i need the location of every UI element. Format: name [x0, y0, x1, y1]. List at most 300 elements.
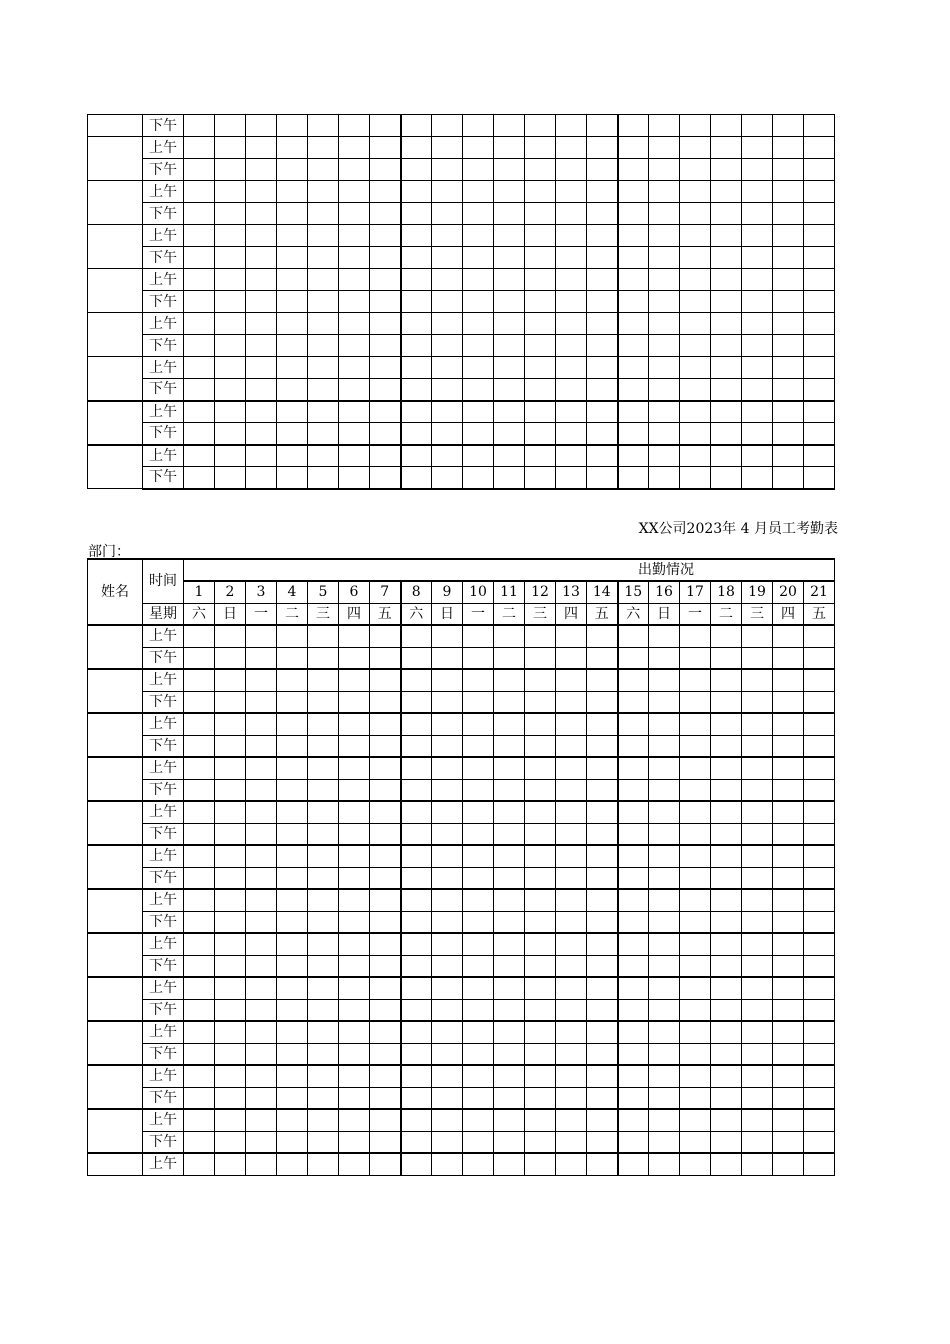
attendance-cell [618, 115, 649, 137]
day-number: 13 [556, 581, 587, 603]
attendance-cell [742, 999, 773, 1021]
attendance-cell [649, 247, 680, 269]
attendance-cell [401, 977, 432, 999]
am-label: 上午 [143, 401, 184, 423]
attendance-cell [618, 335, 649, 357]
attendance-cell [711, 423, 742, 445]
table-row [88, 1087, 835, 1109]
attendance-cell [370, 1131, 401, 1153]
attendance-cell [649, 999, 680, 1021]
weekday: 四 [556, 603, 587, 625]
attendance-cell [587, 647, 618, 669]
attendance-cell [587, 1021, 618, 1043]
attendance-cell [339, 357, 370, 379]
am-label: 上午 [143, 757, 184, 779]
attendance-cell [742, 823, 773, 845]
attendance-cell [401, 867, 432, 889]
attendance-cell [432, 401, 463, 423]
attendance-cell [370, 625, 401, 647]
attendance-cell [711, 335, 742, 357]
table-row [88, 669, 835, 691]
time-header: 时间 [143, 559, 184, 603]
employee-name-cell [88, 977, 143, 1021]
am-label: 上午 [143, 445, 184, 467]
attendance-cell [184, 889, 215, 911]
attendance-cell [680, 313, 711, 335]
attendance-cell [370, 801, 401, 823]
pm-label: 下午 [143, 999, 184, 1021]
attendance-cell [587, 625, 618, 647]
attendance-cell [525, 625, 556, 647]
attendance-cell [556, 357, 587, 379]
attendance-cell [494, 467, 525, 489]
attendance-cell [308, 845, 339, 867]
attendance-cell [370, 137, 401, 159]
table-row [88, 955, 835, 977]
attendance-cell [556, 713, 587, 735]
attendance-cell [680, 335, 711, 357]
am-label: 上午 [143, 1021, 184, 1043]
attendance-cell [804, 1043, 835, 1065]
attendance-cell [773, 625, 804, 647]
attendance-cell [401, 401, 432, 423]
attendance-cell [308, 713, 339, 735]
weekday: 四 [773, 603, 804, 625]
attendance-cell [432, 779, 463, 801]
attendance-cell [556, 779, 587, 801]
attendance-cell [525, 401, 556, 423]
attendance-cell [618, 625, 649, 647]
attendance-cell [618, 1043, 649, 1065]
attendance-cell [401, 1043, 432, 1065]
attendance-cell [463, 467, 494, 489]
attendance-cell [432, 1021, 463, 1043]
attendance-cell [246, 647, 277, 669]
day-number: 15 [618, 581, 649, 603]
attendance-cell [215, 203, 246, 225]
attendance-cell [184, 691, 215, 713]
attendance-cell [401, 933, 432, 955]
attendance-cell [680, 1131, 711, 1153]
attendance-cell [432, 159, 463, 181]
attendance-cell [804, 845, 835, 867]
attendance-cell [463, 867, 494, 889]
attendance-cell [463, 955, 494, 977]
attendance-cell [215, 999, 246, 1021]
attendance-cell [773, 423, 804, 445]
attendance-cell [556, 1153, 587, 1175]
weekday: 二 [277, 603, 308, 625]
attendance-cell [401, 1087, 432, 1109]
attendance-cell [804, 1131, 835, 1153]
employee-name-cell [88, 269, 143, 313]
attendance-cell [618, 977, 649, 999]
attendance-cell [587, 1153, 618, 1175]
day-number: 18 [711, 581, 742, 603]
attendance-cell [246, 823, 277, 845]
attendance-cell [494, 357, 525, 379]
attendance-cell [525, 647, 556, 669]
attendance-cell [463, 401, 494, 423]
attendance-cell [742, 335, 773, 357]
attendance-cell [804, 203, 835, 225]
attendance-cell [804, 889, 835, 911]
attendance-cell [711, 401, 742, 423]
attendance-cell [277, 977, 308, 999]
attendance-cell [370, 159, 401, 181]
attendance-cell [339, 1065, 370, 1087]
attendance-cell [742, 291, 773, 313]
attendance-cell [401, 735, 432, 757]
attendance-cell [618, 247, 649, 269]
table-row [88, 779, 835, 801]
header-row-days [88, 581, 835, 603]
attendance-cell [804, 247, 835, 269]
day-number: 11 [494, 581, 525, 603]
attendance-cell [463, 225, 494, 247]
attendance-cell [463, 801, 494, 823]
attendance-cell [215, 159, 246, 181]
attendance-cell [277, 313, 308, 335]
attendance-cell [742, 181, 773, 203]
attendance-cell [463, 1153, 494, 1175]
attendance-cell [339, 1153, 370, 1175]
attendance-cell [184, 911, 215, 933]
attendance-cell [339, 225, 370, 247]
attendance-cell [649, 269, 680, 291]
attendance-cell [432, 137, 463, 159]
employee-name-cell [88, 225, 143, 269]
attendance-cell [184, 1021, 215, 1043]
attendance-cell [711, 823, 742, 845]
attendance-cell [587, 423, 618, 445]
attendance-cell [308, 823, 339, 845]
attendance-cell [494, 137, 525, 159]
attendance-cell [556, 313, 587, 335]
attendance-cell [618, 1109, 649, 1131]
attendance-cell [246, 269, 277, 291]
employee-name-cell [88, 625, 143, 669]
attendance-cell [494, 735, 525, 757]
attendance-cell [246, 1109, 277, 1131]
attendance-cell [339, 247, 370, 269]
attendance-cell [277, 247, 308, 269]
attendance-cell [525, 669, 556, 691]
attendance-cell [618, 757, 649, 779]
attendance-cell [463, 845, 494, 867]
table-row [88, 911, 835, 933]
attendance-cell [370, 823, 401, 845]
attendance-cell [184, 933, 215, 955]
table-row [88, 1131, 835, 1153]
attendance-cell [432, 1153, 463, 1175]
attendance-cell [463, 1021, 494, 1043]
attendance-cell [463, 159, 494, 181]
attendance-cell [339, 691, 370, 713]
attendance-cell [680, 445, 711, 467]
attendance-cell [432, 801, 463, 823]
attendance-cell [246, 1021, 277, 1043]
attendance-cell [463, 203, 494, 225]
pm-label: 下午 [143, 1131, 184, 1153]
attendance-cell [184, 423, 215, 445]
attendance-cell [215, 1153, 246, 1175]
attendance-cell [773, 977, 804, 999]
attendance-cell [556, 757, 587, 779]
table-row [88, 115, 835, 137]
attendance-cell [680, 1021, 711, 1043]
attendance-cell [556, 977, 587, 999]
attendance-cell [463, 999, 494, 1021]
attendance-cell [432, 1109, 463, 1131]
attendance-cell [215, 291, 246, 313]
attendance-cell [277, 889, 308, 911]
attendance-cell [556, 1043, 587, 1065]
attendance-cell [432, 379, 463, 401]
attendance-cell [742, 357, 773, 379]
attendance-cell [649, 1087, 680, 1109]
attendance-cell [556, 445, 587, 467]
attendance-cell [370, 379, 401, 401]
attendance-cell [184, 757, 215, 779]
attendance-cell [401, 225, 432, 247]
attendance-cell [463, 669, 494, 691]
attendance-cell [556, 933, 587, 955]
attendance-cell [680, 137, 711, 159]
attendance-cell [618, 203, 649, 225]
attendance-cell [277, 181, 308, 203]
attendance-cell [587, 713, 618, 735]
attendance-cell [184, 977, 215, 999]
attendance-cell [246, 1087, 277, 1109]
attendance-cell [339, 181, 370, 203]
attendance-cell [680, 1065, 711, 1087]
attendance-cell [184, 669, 215, 691]
attendance-cell [432, 867, 463, 889]
attendance-cell [494, 269, 525, 291]
day-number: 19 [742, 581, 773, 603]
attendance-cell [649, 713, 680, 735]
attendance-table-continued [87, 114, 835, 490]
pm-label: 下午 [143, 735, 184, 757]
attendance-cell [184, 203, 215, 225]
attendance-cell [246, 933, 277, 955]
attendance-cell [680, 625, 711, 647]
attendance-cell [339, 735, 370, 757]
attendance-cell [742, 735, 773, 757]
attendance-cell [494, 1153, 525, 1175]
attendance-cell [370, 115, 401, 137]
attendance-cell [773, 669, 804, 691]
attendance-cell [215, 137, 246, 159]
attendance-cell [277, 357, 308, 379]
attendance-cell [432, 115, 463, 137]
attendance-cell [215, 933, 246, 955]
attendance-cell [525, 823, 556, 845]
attendance-cell [432, 357, 463, 379]
attendance-cell [618, 467, 649, 489]
attendance-cell [215, 467, 246, 489]
attendance-cell [432, 423, 463, 445]
attendance-cell [711, 779, 742, 801]
attendance-cell [215, 423, 246, 445]
employee-name-cell [88, 357, 143, 401]
attendance-cell [804, 911, 835, 933]
pm-label: 下午 [143, 115, 184, 137]
attendance-cell [742, 1021, 773, 1043]
attendance-cell [618, 181, 649, 203]
weekday: 三 [308, 603, 339, 625]
am-label: 上午 [143, 269, 184, 291]
attendance-cell [587, 445, 618, 467]
employee-name-cell [88, 1109, 143, 1153]
am-label: 上午 [143, 357, 184, 379]
attendance-cell [711, 445, 742, 467]
attendance-cell [308, 669, 339, 691]
attendance-cell [370, 291, 401, 313]
attendance-cell [773, 159, 804, 181]
attendance-cell [184, 625, 215, 647]
attendance-cell [711, 1065, 742, 1087]
attendance-cell [525, 467, 556, 489]
attendance-cell [680, 291, 711, 313]
attendance-cell [215, 625, 246, 647]
attendance-cell [711, 269, 742, 291]
attendance-cell [587, 1043, 618, 1065]
attendance-cell [308, 115, 339, 137]
attendance-cell [618, 845, 649, 867]
attendance-cell [370, 445, 401, 467]
attendance-cell [370, 203, 401, 225]
attendance-cell [711, 181, 742, 203]
attendance-cell [432, 181, 463, 203]
attendance-cell [587, 669, 618, 691]
attendance-cell [711, 247, 742, 269]
table-row [88, 845, 835, 867]
attendance-cell [308, 291, 339, 313]
attendance-cell [401, 269, 432, 291]
attendance-cell [804, 713, 835, 735]
attendance-cell [308, 1153, 339, 1175]
attendance-cell [308, 313, 339, 335]
attendance-cell [246, 423, 277, 445]
attendance-cell [773, 225, 804, 247]
attendance-cell [339, 669, 370, 691]
attendance-cell [339, 159, 370, 181]
attendance-cell [370, 977, 401, 999]
attendance-cell [556, 291, 587, 313]
weekday: 六 [618, 603, 649, 625]
attendance-cell [463, 691, 494, 713]
attendance-cell [339, 933, 370, 955]
attendance-cell [401, 379, 432, 401]
table-row [88, 889, 835, 911]
attendance-cell [556, 1087, 587, 1109]
attendance-cell [308, 977, 339, 999]
weekday: 一 [246, 603, 277, 625]
attendance-cell [773, 1109, 804, 1131]
attendance-cell [246, 379, 277, 401]
attendance-cell [463, 357, 494, 379]
attendance-cell [618, 669, 649, 691]
weekday: 二 [711, 603, 742, 625]
attendance-cell [339, 625, 370, 647]
attendance-cell [308, 1087, 339, 1109]
attendance-cell [618, 911, 649, 933]
attendance-cell [680, 225, 711, 247]
attendance-cell [587, 291, 618, 313]
attendance-cell [804, 867, 835, 889]
attendance-cell [525, 313, 556, 335]
attendance-cell [649, 137, 680, 159]
attendance-cell [246, 691, 277, 713]
attendance-cell [680, 247, 711, 269]
attendance-cell [680, 889, 711, 911]
attendance-cell [246, 977, 277, 999]
attendance-cell [804, 1065, 835, 1087]
attendance-cell [742, 845, 773, 867]
attendance-cell [308, 691, 339, 713]
table-row [88, 647, 835, 669]
attendance-cell [246, 889, 277, 911]
weekday: 二 [494, 603, 525, 625]
attendance-cell [587, 137, 618, 159]
attendance-cell [432, 669, 463, 691]
attendance-cell [556, 867, 587, 889]
attendance-cell [525, 1153, 556, 1175]
employee-name-cell [88, 757, 143, 801]
attendance-cell [463, 423, 494, 445]
attendance-cell [525, 357, 556, 379]
attendance-cell [308, 137, 339, 159]
attendance-cell [804, 691, 835, 713]
attendance-cell [339, 401, 370, 423]
attendance-cell [742, 867, 773, 889]
table-row [88, 933, 835, 955]
attendance-cell [494, 845, 525, 867]
attendance-cell [246, 1153, 277, 1175]
attendance-cell [215, 867, 246, 889]
am-label: 上午 [143, 625, 184, 647]
attendance-cell [680, 779, 711, 801]
attendance-cell [432, 933, 463, 955]
attendance-cell [463, 647, 494, 669]
attendance-cell [401, 669, 432, 691]
header-row-weekdays [88, 603, 835, 625]
attendance-cell [370, 757, 401, 779]
attendance-cell [246, 625, 277, 647]
am-label: 上午 [143, 713, 184, 735]
attendance-cell [277, 291, 308, 313]
attendance-cell [246, 1043, 277, 1065]
weekday: 五 [804, 603, 835, 625]
attendance-cell [339, 291, 370, 313]
attendance-cell [401, 999, 432, 1021]
attendance-cell [773, 999, 804, 1021]
attendance-cell [401, 247, 432, 269]
attendance-cell [339, 269, 370, 291]
attendance-cell [649, 357, 680, 379]
attendance-cell [649, 1065, 680, 1087]
attendance-cell [401, 691, 432, 713]
attendance-cell [649, 845, 680, 867]
attendance-cell [804, 1087, 835, 1109]
attendance-cell [649, 445, 680, 467]
attendance-cell [649, 335, 680, 357]
attendance-cell [773, 181, 804, 203]
attendance-cell [680, 735, 711, 757]
attendance-cell [432, 1087, 463, 1109]
